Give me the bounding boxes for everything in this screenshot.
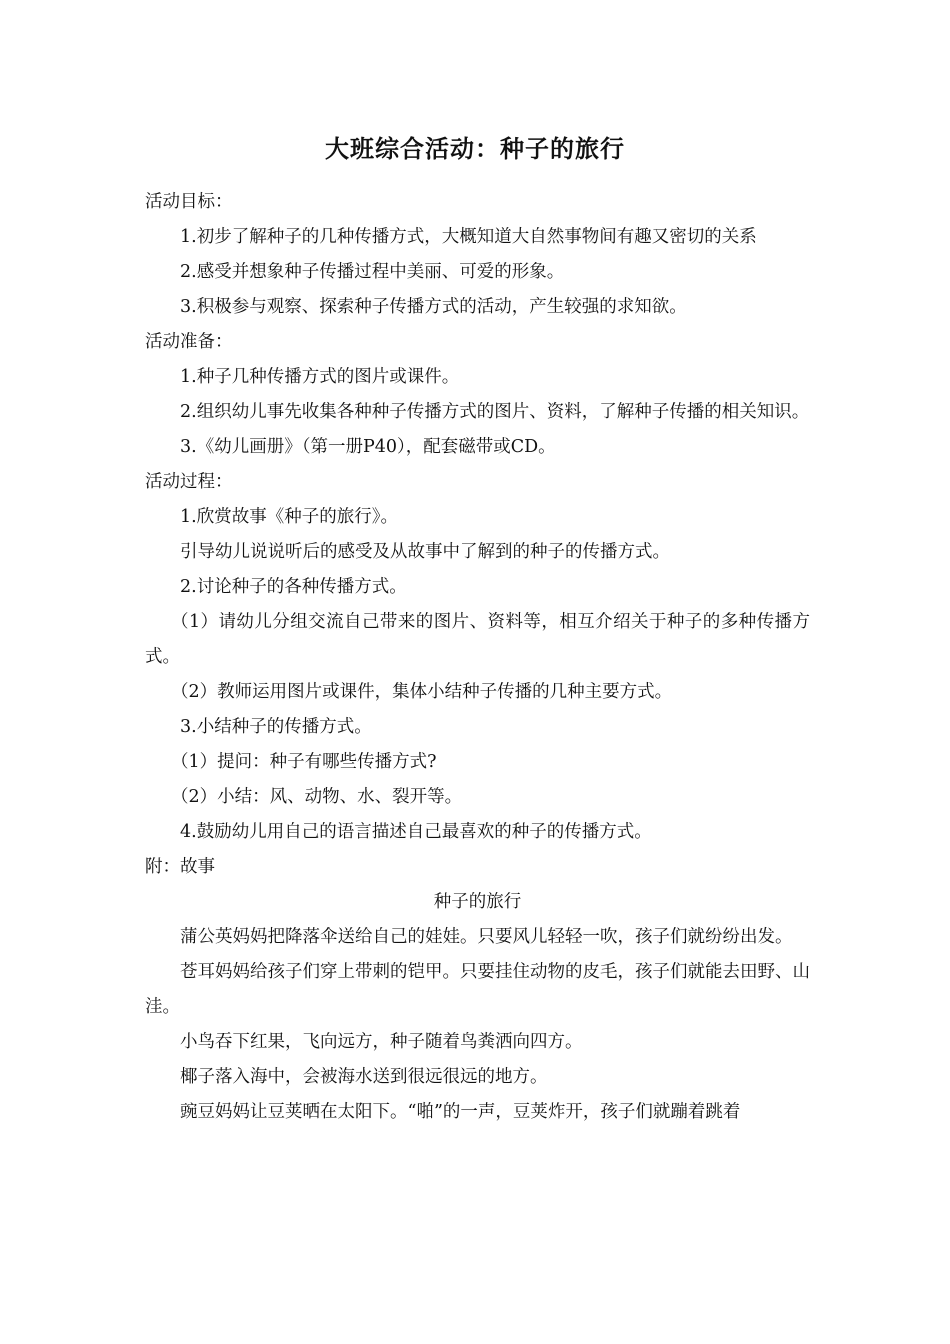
prep-item-3: 3.《幼儿画册》（第一册P40），配套磁带或CD。 xyxy=(180,437,556,457)
page-title: 大班综合活动：种子的旅行 xyxy=(325,135,625,163)
process-item-5: （2）教师运用图片或课件，集体小结种子传播的几种主要方式。 xyxy=(171,682,673,702)
process-item-3: 2.讨论种子的各种传播方式。 xyxy=(180,577,407,597)
process-item-9: 4.鼓励幼儿用自己的语言描述自己最喜欢的种子的传播方式。 xyxy=(180,822,652,842)
process-item-1: 1.欣赏故事《种子的旅行》。 xyxy=(180,507,398,527)
process-item-2: 引导幼儿说说听后的感受及从故事中了解到的种子的传播方式。 xyxy=(180,542,670,562)
appendix-heading: 附：故事 xyxy=(145,857,215,877)
story-title: 种子的旅行 xyxy=(433,892,522,912)
prep-item-1: 1.种子几种传播方式的图片或课件。 xyxy=(180,367,460,387)
story-paragraph-1: 蒲公英妈妈把降落伞送给自己的娃娃。只要风儿轻轻一吹，孩子们就纷纷出发。 xyxy=(180,927,793,947)
story-paragraph-4: 椰子落入海中，会被海水送到很远很远的地方。 xyxy=(180,1067,548,1087)
process-item-8: （2）小结：风、动物、水、裂开等。 xyxy=(171,787,463,807)
prep-heading: 活动准备： xyxy=(145,332,233,352)
document-body xyxy=(145,185,810,1130)
process-item-4: （1）请幼儿分组交流自己带来的图片、资料等，相互介绍关于种子的多种传播方式。 xyxy=(145,612,810,667)
goal-item-3: 3.积极参与观察、探索种子传播方式的活动，产生较强的求知欲。 xyxy=(180,297,687,317)
story-paragraph-2: 苍耳妈妈给孩子们穿上带刺的铠甲。只要挂住动物的皮毛，孩子们就能去田野、山洼。 xyxy=(145,962,810,1017)
goals-heading: 活动目标： xyxy=(145,192,233,212)
goal-item-2: 2.感受并想象种子传播过程中美丽、可爱的形象。 xyxy=(180,262,565,282)
prep-item-2: 2.组织幼儿事先收集各种种子传播方式的图片、资料，了解种子传播的相关知识。 xyxy=(180,402,810,422)
process-heading: 活动过程： xyxy=(145,472,233,492)
goal-item-1: 1.初步了解种子的几种传播方式，大概知道大自然事物间有趣又密切的关系 xyxy=(180,227,757,247)
process-item-7: （1）提问：种子有哪些传播方式? xyxy=(171,752,437,772)
story-paragraph-5: 豌豆妈妈让豆荚晒在太阳下。“啪”的一声，豆荚炸开，孩子们就蹦着跳着 xyxy=(180,1102,741,1122)
process-item-6: 3.小结种子的传播方式。 xyxy=(180,717,372,737)
story-paragraph-3: 小鸟吞下红果，飞向远方，种子随着鸟粪洒向四方。 xyxy=(180,1032,583,1052)
